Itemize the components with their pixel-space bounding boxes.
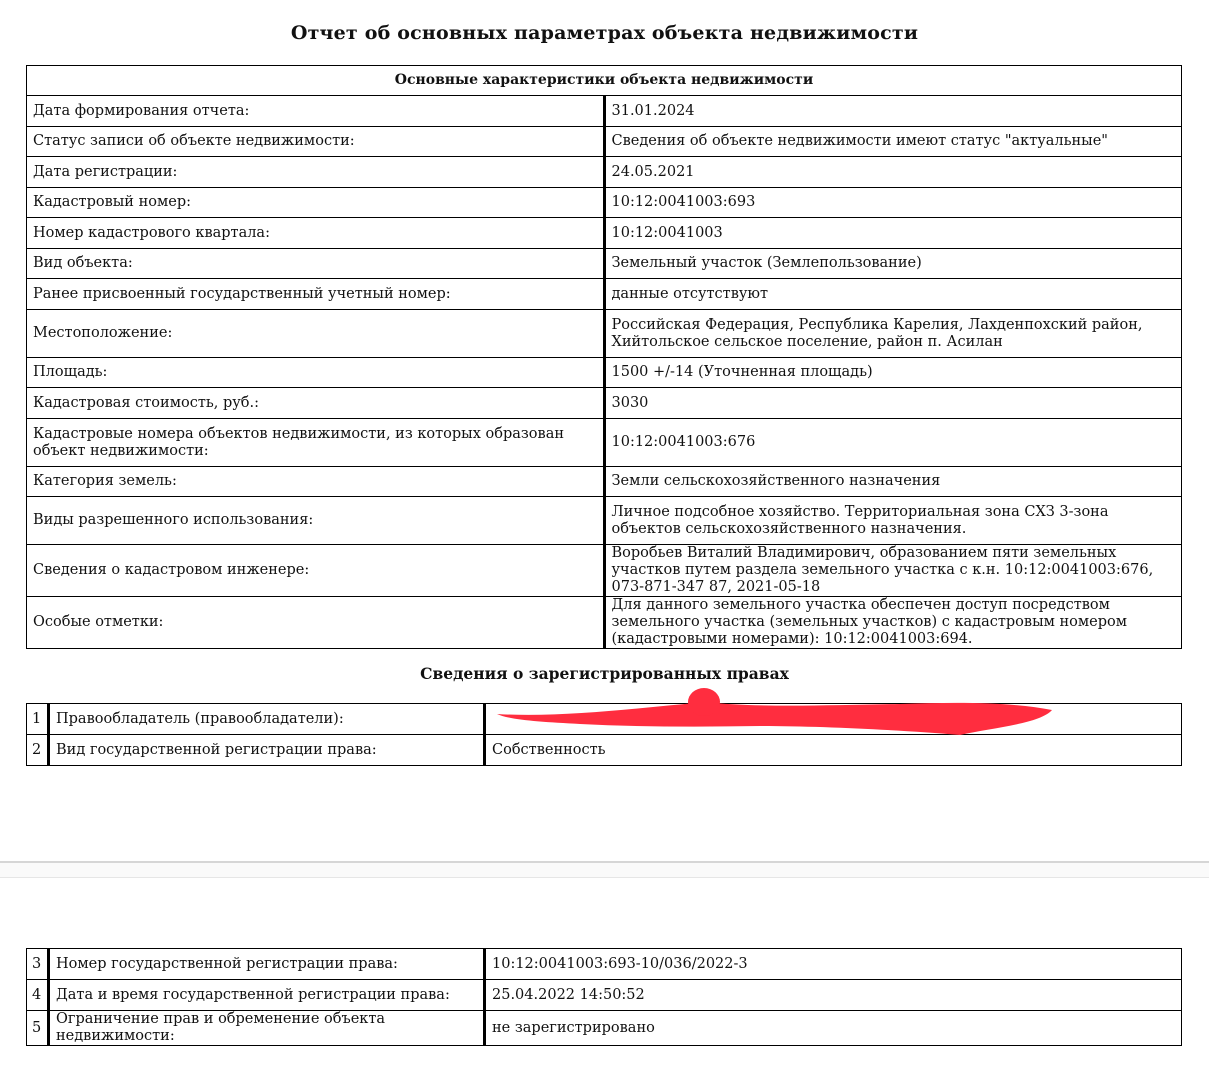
row-value: 10:12:0041003:676 (604, 419, 1182, 467)
table-row (27, 497, 1182, 545)
row-label: Кадастровые номера объектов недвижимости, из которых образован объект недвижимости: (27, 419, 605, 467)
table-row (27, 597, 1182, 649)
table-row (27, 127, 1182, 157)
row-label: Кадастровая стоимость, руб.: (27, 388, 605, 419)
row-number: 3 (27, 949, 49, 980)
table-row (27, 388, 1182, 419)
row-number: 5 (27, 1011, 49, 1046)
row-value: 24.05.2021 (604, 157, 1182, 188)
row-label: Вид государственной регистрации права: (49, 735, 485, 766)
table-row (27, 310, 1182, 358)
row-label: Ограничение прав и обременение объекта недвижимости: (49, 1011, 485, 1046)
row-label: Сведения о кадастровом инженере: (27, 545, 605, 597)
table-row (27, 980, 1182, 1011)
table-row (27, 735, 1182, 766)
row-value: 10:12:0041003:693-10/036/2022-3 (485, 949, 1182, 980)
table-row (27, 704, 1182, 735)
table-row (27, 419, 1182, 467)
row-value: Личное подсобное хозяйство. Территориальная зона СХЗ 3-зона объектов сельскохозяйственного назначения. (604, 497, 1182, 545)
row-value: данные отсутствуют (604, 279, 1182, 310)
row-label: Кадастровый номер: (27, 188, 605, 218)
row-value: Российская Федерация, Республика Карелия, Лахденпохский район, Хийтольское сельское поселение, район п. Асилан (604, 310, 1182, 358)
table-row (27, 545, 1182, 597)
row-label: Вид объекта: (27, 249, 605, 279)
row-label: Дата регистрации: (27, 157, 605, 188)
row-value: 3030 (604, 388, 1182, 419)
row-value: Для данного земельного участка обеспечен доступ посредством земельного участка (земельных участков) с кадастровым номером (кадастровыми номерами): 10:12:0041003:694. (604, 597, 1182, 649)
row-label: Номер государственной регистрации права: (49, 949, 485, 980)
row-label: Статус записи об объекте недвижимости: (27, 127, 605, 157)
row-label: Дата формирования отчета: (27, 96, 605, 127)
row-value-redacted (485, 704, 1182, 735)
row-label: Особые отметки: (27, 597, 605, 649)
row-value: 25.04.2022 14:50:52 (485, 980, 1182, 1011)
row-value: Сведения об объекте недвижимости имеют статус "актуальные" (604, 127, 1182, 157)
table-row (27, 949, 1182, 980)
row-value: 10:12:0041003 (604, 218, 1182, 249)
page-break-separator (0, 861, 1209, 878)
row-value: не зарегистрировано (485, 1011, 1182, 1046)
row-label: Правообладатель (правообладатели): (49, 704, 485, 735)
table-row (27, 188, 1182, 218)
main-characteristics-table (26, 65, 1182, 649)
rights-table-continued (26, 948, 1182, 1046)
row-label: Виды разрешенного использования: (27, 497, 605, 545)
row-number: 4 (27, 980, 49, 1011)
row-number: 1 (27, 704, 49, 735)
row-value: 1500 +/-14 (Уточненная площадь) (604, 358, 1182, 388)
row-label: Дата и время государственной регистрации права: (49, 980, 485, 1011)
row-label: Номер кадастрового квартала: (27, 218, 605, 249)
table-header: Основные характеристики объекта недвижимости (27, 66, 1182, 96)
table-row (27, 218, 1182, 249)
row-label: Категория земель: (27, 467, 605, 497)
rights-table (26, 703, 1182, 766)
rights-section-title: Сведения о зарегистрированных правах (420, 664, 789, 683)
row-value: 10:12:0041003:693 (604, 188, 1182, 218)
table-row (27, 467, 1182, 497)
row-value: Собственность (485, 735, 1182, 766)
row-value: 31.01.2024 (604, 96, 1182, 127)
row-value: Земли сельскохозяйственного назначения (604, 467, 1182, 497)
row-label: Ранее присвоенный государственный учетный номер: (27, 279, 605, 310)
row-number: 2 (27, 735, 49, 766)
row-label: Площадь: (27, 358, 605, 388)
report-title: Отчет об основных параметрах объекта недвижимости (290, 22, 919, 44)
table-row (27, 157, 1182, 188)
row-value: Земельный участок (Землепользование) (604, 249, 1182, 279)
table-row (27, 96, 1182, 127)
table-row (27, 1011, 1182, 1046)
table-row (27, 358, 1182, 388)
table-row (27, 279, 1182, 310)
row-value: Воробьев Виталий Владимирович, образованием пяти земельных участков путем раздела земельного участка с к.н. 10:12:0041003:676, 073-871-347 87, 2021-05-18 (604, 545, 1182, 597)
row-label: Местоположение: (27, 310, 605, 358)
table-row (27, 249, 1182, 279)
table-header-row (27, 66, 1182, 96)
